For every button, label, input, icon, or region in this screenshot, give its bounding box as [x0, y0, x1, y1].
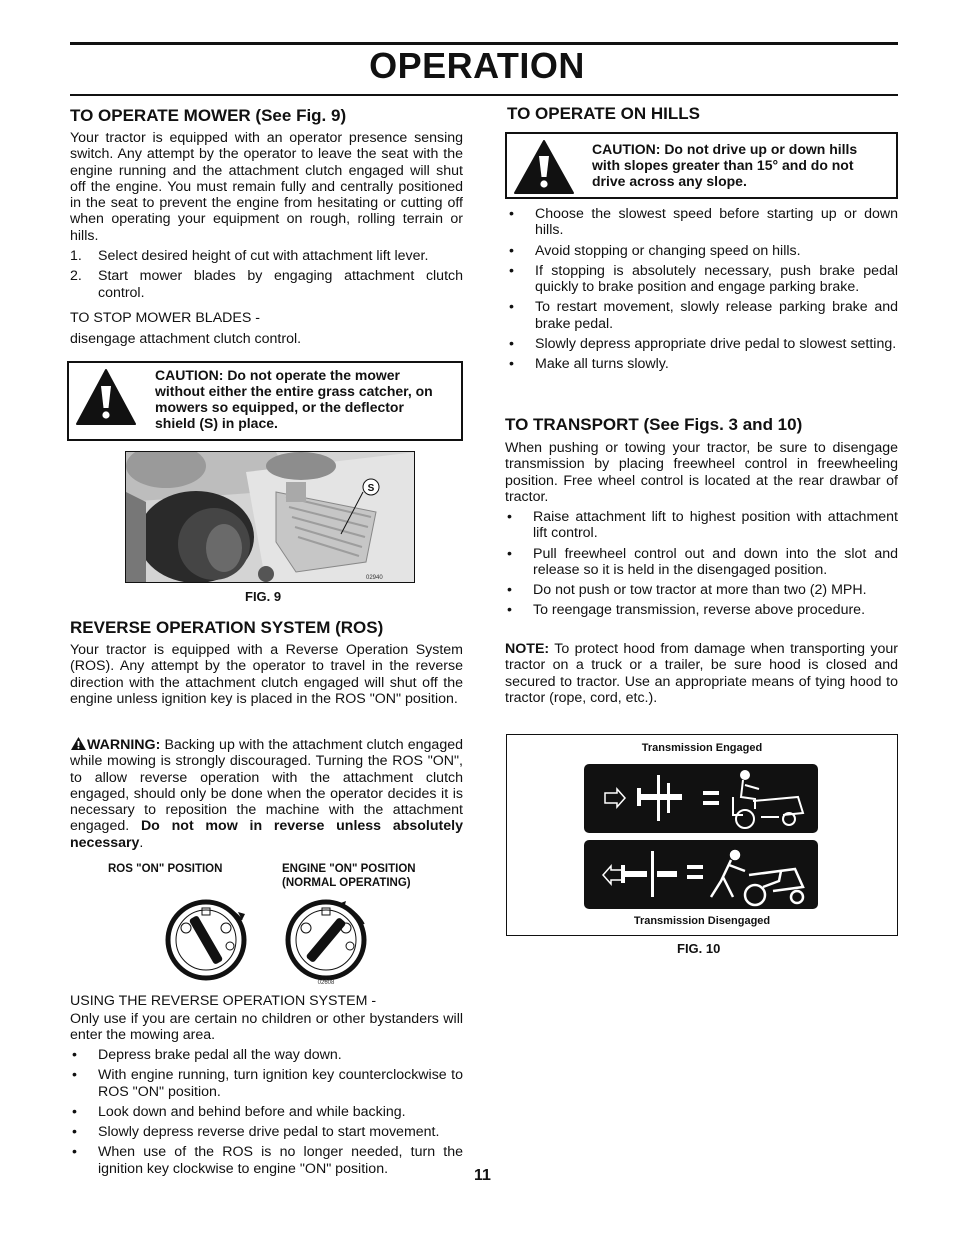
- step-text: Start mower blades by engaging attachment clutch control.: [98, 268, 463, 301]
- list-item: • Raise attachment lift to highest position with attachment lift control.: [505, 509, 898, 542]
- warning-bold-text: Do not mow in reverse unless absolutely necessary: [70, 818, 463, 851]
- warning-triangle-icon: [75, 368, 137, 426]
- fig10-caption: FIG. 10: [677, 941, 721, 956]
- transport-heading: TO TRANSPORT (See Figs. 3 and 10): [505, 415, 803, 434]
- engine-on-label: [282, 862, 416, 890]
- ros-heading: REVERSE OPERATION SYSTEM (ROS): [70, 618, 384, 637]
- transmission-diagram: [583, 763, 819, 911]
- transport-bullets: [505, 509, 898, 623]
- using-ros-heading: USING THE REVERSE OPERATION SYSTEM -: [70, 993, 377, 1009]
- list-item: • Depress brake pedal all the way down.: [70, 1047, 463, 1063]
- mower-steps: [70, 248, 463, 305]
- list-item: • Slowly depress reverse drive pedal to start movement.: [70, 1124, 463, 1140]
- transmission-disengaged-label: Transmission Disengaged: [633, 915, 771, 927]
- ros-on-label: ROS "ON" POSITION: [108, 863, 223, 875]
- ignition-dials-figure: [160, 894, 380, 986]
- engaged-panel: [584, 764, 818, 833]
- fig9-label-s: S: [367, 483, 375, 494]
- note-text: To protect hood from damage when transporting your tractor on a truck or a trailer, be sure hood is closed and secured to tractor. Use an appropriate means of tying hood to tractor (rope, cord, etc.).: [505, 641, 898, 706]
- list-item: • Pull freewheel control out and down into the slot and release so it is held in the disengaged position.: [505, 546, 898, 579]
- disengaged-panel: [584, 840, 818, 909]
- list-item: • Avoid stopping or changing speed on hills.: [507, 243, 898, 259]
- warning-end: .: [139, 834, 144, 851]
- step-text: Select desired height of cut with attachment lift lever.: [98, 248, 429, 264]
- mower-deck-photo: [126, 452, 415, 583]
- list-item: • With engine running, turn ignition key counterclockwise to ROS "ON" position.: [70, 1067, 463, 1100]
- hills-heading: TO OPERATE ON HILLS: [507, 104, 700, 123]
- engine-on-dial-icon: [288, 901, 364, 978]
- mower-step: [70, 248, 463, 264]
- list-item: • If stopping is absolutely necessary, push brake pedal quickly to brake position and engage parking brake.: [507, 263, 898, 296]
- list-item: • Choose the slowest speed before starting up or down hills.: [507, 206, 898, 239]
- list-item: • Do not push or tow tractor at more than two (2) MPH.: [505, 582, 898, 598]
- ros-bullets: [70, 1047, 463, 1181]
- page-title: OPERATION: [369, 45, 585, 86]
- fig10-box: [506, 734, 898, 936]
- transmission-engaged-label: Transmission Engaged: [641, 742, 763, 754]
- list-item: • Slowly depress appropriate drive pedal to slowest setting.: [507, 336, 898, 352]
- step-number: 1.: [70, 248, 82, 264]
- dial-code: 02608: [317, 980, 335, 986]
- transport-intro: When pushing or towing your tractor, be sure to disengage transmission by placing freewheel control in freewheeling position. Free wheel control is located at the rear drawbar of tractor.: [505, 440, 898, 505]
- warning-label: WARNING:: [87, 737, 161, 753]
- list-item: • Make all turns slowly.: [507, 356, 898, 372]
- mower-step: [70, 268, 463, 301]
- using-ros-text: Only use if you are certain no children or other bystanders will enter the mowing area.: [70, 1011, 463, 1044]
- list-item: • To restart movement, slowly release parking brake and brake pedal.: [507, 299, 898, 332]
- warning-text: Backing up with the attachment clutch engaged while mowing is strongly discouraged. Turning the ROS "ON", to allow reverse operation with the attachment clutch engaged, should only be done when the operator decides it is necessary to reposition the machine with the attachment engaged.: [70, 737, 463, 835]
- transport-note: [505, 641, 898, 706]
- mower-caution-box: [67, 361, 463, 441]
- fig9-code: 02940: [366, 575, 383, 581]
- step-number: 2.: [70, 268, 82, 285]
- fig9-illustration: [125, 451, 415, 583]
- mower-intro: Your tractor is equipped with an operator presence sensing switch. Any attempt by the operator to leave the seat with the engine running and the attachment clutch engaged will shut off the engine. You must remain fully and centrally positioned in the seat to prevent the engine from hesitating or cutting off when operating your equipment on rough, rolling terrain or hills.: [70, 130, 463, 244]
- hills-caution-text: CAUTION: Do not drive up or down hills with slopes greater than 15° and do not drive across any slope.: [592, 141, 858, 189]
- warning-triangle-icon: [70, 736, 87, 751]
- note-label: NOTE:: [505, 641, 550, 657]
- hills-bullets: [507, 206, 898, 377]
- ros-intro: Your tractor is equipped with a Reverse Operation System (ROS). Any attempt by the operator to travel in the reverse direction with the attachment clutch engaged will shut off the engine unless ignition key is placed in the ROS "ON" position.: [70, 642, 463, 707]
- warning-triangle-icon: [513, 139, 575, 195]
- list-item: • Look down and behind before and while backing.: [70, 1104, 463, 1120]
- ros-warning: [70, 736, 463, 851]
- fig9-caption: FIG. 9: [245, 589, 282, 604]
- list-item: • When use of the ROS is no longer needed, turn the ignition key clockwise to engine "ON" position.: [70, 1144, 463, 1177]
- engine-on-label-line1: ENGINE "ON" POSITION: [282, 863, 416, 875]
- hills-caution-box: [505, 132, 898, 199]
- stop-heading: TO STOP MOWER BLADES -: [70, 310, 260, 326]
- mower-caution-text: CAUTION: Do not operate the mower without either the entire grass catcher, on mowers so equipped, or the deflector shield (S) in place.: [155, 367, 433, 431]
- mower-heading: TO OPERATE MOWER (See Fig. 9): [70, 106, 347, 125]
- stop-text: disengage attachment clutch control.: [70, 331, 302, 347]
- list-item: • To reengage transmission, reverse above procedure.: [505, 602, 898, 618]
- ros-on-dial-icon: [168, 902, 245, 978]
- header-rule-bottom: [70, 94, 898, 96]
- page-number: 11: [474, 1167, 491, 1184]
- engine-on-label-line2: (NORMAL OPERATING): [282, 877, 411, 889]
